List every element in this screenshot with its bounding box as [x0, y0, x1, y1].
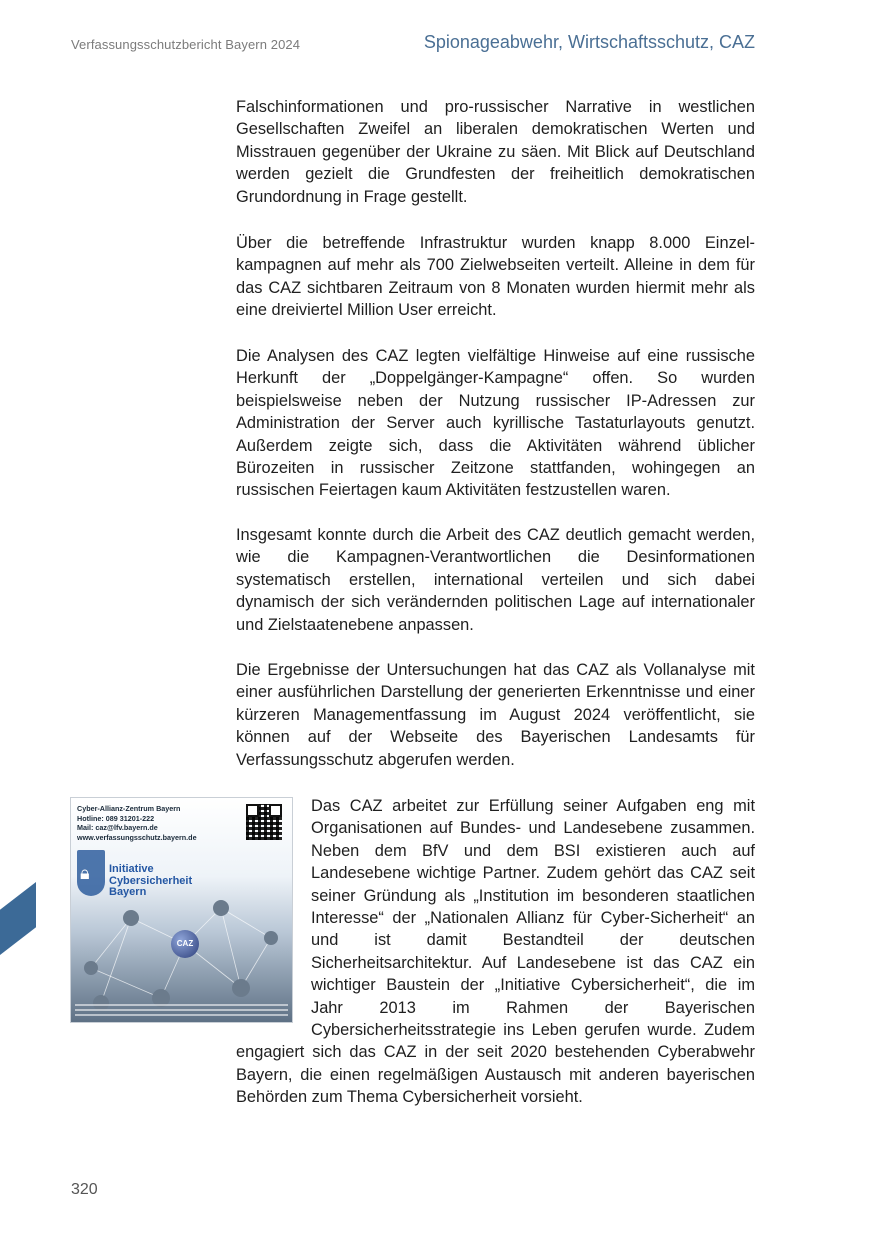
running-header-title: Verfassungsschutzbericht Bayern 2024	[71, 37, 301, 52]
caz-node: CAZ	[171, 930, 199, 958]
brand-line-3: Bayern	[109, 886, 147, 898]
body-paragraph-2: Über die betreffende Infrastruktur wurden knapp 8.000 Einzelkampagnen auf mehr als 700 Zielwebseiten verteilt. Alleine in dem für das CAZ sichtbaren Zeitraum von 8 Monaten wurden hiermit mehr als eine dreiviertel Million User erreicht.	[236, 234, 755, 320]
flyer-line-mail: Mail: caz@lfv.bayern.de	[77, 823, 158, 832]
flyer-footer-text	[75, 1001, 288, 1019]
section-tab-marker	[0, 882, 36, 955]
body-paragraph-5: Die Ergebnisse der Untersuchungen hat das CAZ als Vollanalyse mit einer ausführlichen Darstellung der generierten Erkenntnisse und einer kürzeren Managementfassung im August 2024 veröffentlicht, sie können auf der Webseite des Bayerischen Landesamts für Verfassungsschutz abgerufen werden.	[236, 661, 755, 769]
body-paragraph-4: Insgesamt konnte durch die Arbeit des CAZ deutlich gemacht werden, wie die Kampagnen-Verantwortlichen die Desinformationen systematisch erstellen, international verteilen und sich dabei dynamisch der sich verändernden politischen Lage auf internationaler und Zielstaatenebene anpassen.	[236, 526, 755, 634]
body-paragraph-6: Das CAZ arbeitet zur Erfüllung seiner Aufgaben eng mit Organisationen auf Bundes- und Landesebene zusammen. Neben dem BfV und dem BSI existieren auch auf Landesebene wichtige Partner. Zudem gehört das CAZ seit seiner Gründung als „Institution im besonderen staatlichen Interesse“ der „Nationalen Allianz für Cyber-Sicherheit“ an und ist damit Bestandteil der deutschen Sicherheitsarchitektur. Auf Landesebene ist das CAZ ein wichtiger Baustein der „Initiative Cybersicherheit“, die im Jahr 2013 im Rahmen der Bayerischen Cybersicherheitsstrategie ins Leben gerufen wurde. Zudem engagiert sich das CAZ in der seit 2020 bestehenden Cyberabwehr Bayern, die einen regelmäßigen Austausch mit anderen bayerischen Behörden zum Thema Cybersicherheit vorsieht.	[236, 797, 755, 1107]
flyer-line-hotline: Hotline: 089 31201-222	[77, 813, 155, 823]
body-paragraph-6-with-figure	[77, 795, 755, 1109]
body-paragraph-1: Falschinformationen und pro-russischer Narrative in westlichen Gesellschaften Zweifel an liberalen demokratischen Werten und Misstrauen gegenüber der Ukraine zu säen. Mit Blick auf Deutschland werden gezielt die Grundfesten der freiheitlich demokratischen Grundordnung in Frage gestellt.	[236, 98, 755, 206]
flyer-line-org: Cyber-Allianz-Zentrum Bayern	[77, 804, 181, 813]
page-number: 320	[71, 1181, 98, 1198]
flyer-line-web: www.verfassungsschutz.bayern.de	[77, 832, 197, 842]
network-graphic	[71, 798, 292, 1022]
brand-line-1: Initiative	[109, 863, 154, 875]
lock-icon: 🔒︎	[80, 863, 90, 883]
section-header: Spionageabwehr, Wirtschaftsschutz, CAZ	[423, 32, 755, 52]
brand-line-2: Cybersicherheit	[109, 874, 193, 887]
caz-flyer-image	[70, 797, 293, 1023]
body-paragraph-3: Die Analysen des CAZ legten vielfältige Hinweise auf eine russische Herkunft der „Doppelgänger-Kampagne“ offen. So wurden beispielsweise neben der Nutzung russischer IP-Adressen zur Administration der Server auch kyrillische Tastaturlayouts genutzt. Außerdem zeigte sich, dass die Aktivitäten während üblicher Bürozeiten in russischer Zeitzone stattfanden, wohingegen an russischen Feiertagen kaum Aktivitäten festzustellen waren.	[236, 347, 755, 500]
